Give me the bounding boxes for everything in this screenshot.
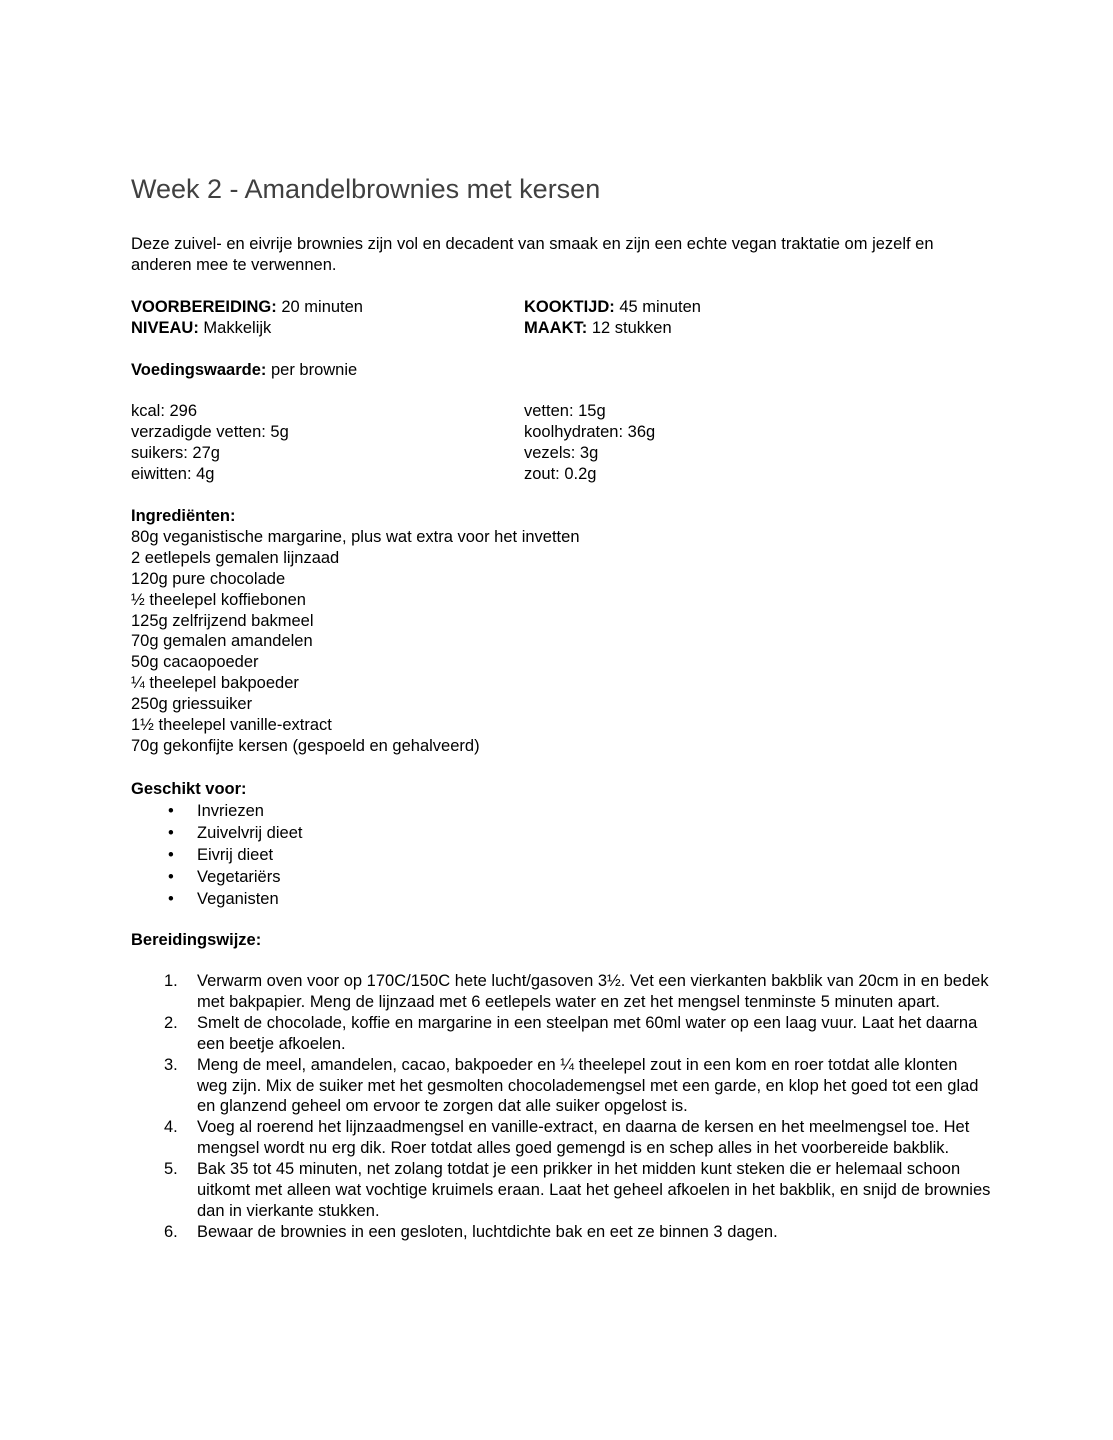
step-item <box>131 1222 991 1243</box>
nutrition-value: vetten: 15g <box>524 402 606 420</box>
step-item <box>131 1117 991 1159</box>
step-number: 4. <box>164 1118 178 1137</box>
ingredients-list <box>131 527 580 757</box>
list-item: 250g griessuiker <box>131 695 253 714</box>
nutrition-value: suikers: 27g <box>131 444 220 462</box>
step-item <box>131 1055 991 1118</box>
step-number: 3. <box>164 1055 178 1074</box>
list-item: 70g gemalen amandelen <box>131 632 313 651</box>
preparation-heading <box>131 930 261 951</box>
step-number: 6. <box>164 1222 178 1241</box>
list-item: 1½ theelepel vanille-extract <box>131 716 332 735</box>
ingredients-section <box>131 506 580 757</box>
intro-paragraph: Deze zuivel- en eivrije brownies zijn vol en decadent van smaak en zijn een echte vegan traktatie om jezelf en anderen mee te verwennen. <box>131 235 934 274</box>
bullet-icon: • <box>168 824 174 842</box>
step-text: Bak 35 tot 45 minuten, net zolang totdat je een prikker in het midden kunt steken die er helemaal schoon uitkomt met alleen wat vochtige kruimels eraan. Laat het geheel afkoelen in het bakblik, en snijd de brownies dan in vierkante stukken. <box>197 1160 991 1220</box>
steps-list <box>131 971 991 1243</box>
makes <box>524 318 991 339</box>
nutrition-row <box>131 443 991 464</box>
preparation-label: Bereidingswijze: <box>131 931 262 949</box>
list-item <box>131 844 302 866</box>
step-text: Smelt de chocolade, koffie en margarine in een steelpan met 60ml water op een laag vuur. Laat het daarna een beetje afkoelen. <box>197 1013 978 1053</box>
list-item-label: Veganisten <box>197 890 279 908</box>
list-item <box>131 866 302 888</box>
cook-label: KOOKTIJD: <box>524 298 615 316</box>
prep-time <box>131 297 524 318</box>
cook-time <box>524 297 991 318</box>
bullet-icon: • <box>168 802 174 820</box>
nutrition-label: Voedingswaarde: <box>131 361 267 379</box>
step-item <box>131 1013 991 1055</box>
list-item-label: Invriezen <box>197 802 264 820</box>
list-item: 120g pure chocolade <box>131 569 286 588</box>
nutrition-value: zout: 0.2g <box>524 465 597 483</box>
list-item-label: Vegetariërs <box>197 868 281 886</box>
list-item <box>131 800 302 822</box>
nutrition-row <box>131 464 991 485</box>
suitable-list <box>131 800 302 910</box>
prep-value: 20 minuten <box>276 298 363 316</box>
bullet-icon: • <box>168 846 174 864</box>
nutrition-value: eiwitten: 4g <box>131 465 215 483</box>
nutrition-row <box>131 401 991 422</box>
step-number: 2. <box>164 1013 178 1032</box>
level <box>131 318 524 339</box>
list-item: ½ theelepel koffiebonen <box>131 590 306 609</box>
suitable-section <box>131 778 302 910</box>
nutrition-value: koolhydraten: 36g <box>524 423 656 441</box>
list-item <box>131 888 302 910</box>
nutrition-table <box>131 401 991 485</box>
list-item: 2 eetlepels gemalen lijnzaad <box>131 548 340 567</box>
meta-row-2 <box>131 318 991 339</box>
step-text: Bewaar de brownies in een gesloten, luchtdichte bak en eet ze binnen 3 dagen. <box>197 1222 778 1241</box>
step-item <box>131 971 991 1013</box>
makes-label: MAAKT: <box>524 319 588 337</box>
list-item: 50g cacaopoeder <box>131 653 259 672</box>
list-item-label: Zuivelvrij dieet <box>197 824 303 842</box>
nutrition-value: verzadigde vetten: 5g <box>131 423 289 441</box>
level-label: NIVEAU: <box>131 319 199 337</box>
level-value: Makkelijk <box>198 319 272 337</box>
step-text: Meng de meel, amandelen, cacao, bakpoeder en ¼ theelepel zout in een kom en roer totdat alle klonten weg zijn. Mix de suiker met het gesmolten chocolademengsel met een garde, en klop het goed tot een glad en glanzend geheel om ervoor te zorgen dat alle suiker opgelost is. <box>197 1055 979 1116</box>
nutrition-suffix: per brownie <box>266 361 358 379</box>
step-number: 5. <box>164 1160 178 1179</box>
bullet-icon: • <box>168 890 174 908</box>
list-item: 125g zelfrijzend bakmeel <box>131 611 314 630</box>
nutrition-row <box>131 422 991 443</box>
list-item-label: Eivrij dieet <box>197 846 274 864</box>
step-text: Verwarm oven voor op 170C/150C hete lucht/gasoven 3½. Vet een vierkanten bakblik van 20cm in en bedek met bakpapier. Meng de lijnzaad met 6 eetlepels water en zet het mengsel tenminste 5 minuten apart. <box>197 972 989 1011</box>
nutrition-value: kcal: 296 <box>131 402 198 420</box>
step-text: Voeg al roerend het lijnzaadmengsel en vanille-extract, en daarna de kersen en het meelmengsel toe. Het mengsel wordt nu erg dik. Roer totdat alles goed gemengd is en schep alles in het voorbereide bakblik. <box>197 1118 970 1158</box>
list-item: 80g veganistische margarine, plus wat extra voor het invetten <box>131 527 580 546</box>
makes-value: 12 stukken <box>587 319 672 337</box>
step-item <box>131 1159 991 1222</box>
cook-value: 45 minuten <box>614 298 701 316</box>
page-title: Week 2 - Amandelbrownies met kersen <box>131 174 601 204</box>
ingredients-heading: Ingrediënten: <box>131 507 236 525</box>
suitable-heading: Geschikt voor: <box>131 780 247 798</box>
list-item: ¼ theelepel bakpoeder <box>131 674 299 693</box>
prep-label: VOORBEREIDING: <box>131 298 277 316</box>
nutrition-value: vezels: 3g <box>524 444 599 462</box>
nutrition-heading <box>131 360 357 381</box>
meta-row-1 <box>131 297 991 318</box>
list-item: 70g gekonfijte kersen (gespoeld en gehalveerd) <box>131 736 480 755</box>
list-item <box>131 822 302 844</box>
bullet-icon: • <box>168 868 174 886</box>
preparation-steps <box>131 971 991 1243</box>
step-number: 1. <box>164 972 178 990</box>
recipe-meta <box>131 297 991 339</box>
